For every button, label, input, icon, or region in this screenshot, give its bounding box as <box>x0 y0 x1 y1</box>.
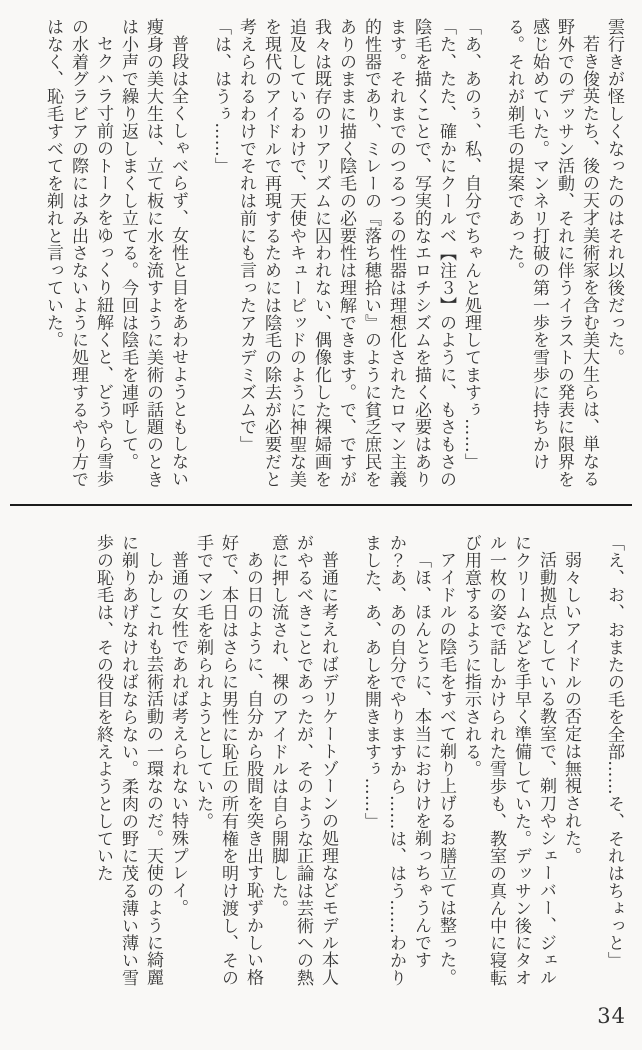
paragraph: 若き俊英たち、後の天才美術家を含む美大生らは、単なる野外でのデッサン活動、それに伴うイラストの発表に限界を感じ始めていた。マンネリ打破の第一歩を雪歩に持ちかける。それが剃毛の提案であった。 <box>504 18 599 488</box>
text-section-top <box>14 18 626 496</box>
paragraph: アイドルの陰毛をすべて剃り上げるお膳立ては整った。 <box>436 551 456 986</box>
paragraph: 「ほ、ほんとうに、本当におけけを剃っちゃうんですか？あ、あの自分でやりますから……は、はう……わかりました、あ、あしを開きますぅ……」 <box>361 534 431 987</box>
page-number: 34 <box>597 1004 626 1028</box>
paragraph: 雲行きが怪しくなったのはそれ以後だった。 <box>604 18 624 366</box>
section-divider <box>10 504 632 506</box>
paragraph: 普通の女性であれば考えられない特殊プレイ。 <box>168 551 188 917</box>
paragraph: 「あ、あのぅ、私、自分でちゃんと処理してますぅ……」 <box>461 18 481 471</box>
text-section-bottom <box>14 534 626 996</box>
paragraph: 「え、お、おまたの毛を全部……そ、それはちょっと」 <box>604 534 624 969</box>
paragraph: 「は、はうぅ……」 <box>211 18 231 175</box>
paragraph: 「た、たた、確かにクールベ【注３】のように、もさもさの陰毛を描くことで、写実的なエロチシズムを描く必要はあります。それまでのつるつるの性器は理想化されたロマン主義的性器であり、ミレーの『落ち穂拾い』のように貧乏庶民をありのままに描く陰毛の必要性は理解できます。で、ですが我々は既存のリアリズムに囚われない、偶像化した裸婦画を追及しているわけで、天使やキューピッドのように神聖な美を現代のアイドルで再現するためには陰毛の除去が必要だと考えられるわけでそれは前にも言ったアカデミズムで」 <box>236 18 456 488</box>
paragraph: しかしこれも芸術活動の一環なのだ。天使のように綺麗に剃りあげなければならない。柔肉の野に茂る薄い薄い雪歩の恥毛は、その役目を終えようとしていた <box>93 534 163 987</box>
paragraph: 弱々しいアイドルの否定は無視された。 <box>561 551 581 865</box>
paragraph: 普段は全くしゃべらず、女性と目をあわせようともしない痩身の美大生は、立て板に水を流すように美術の話題のときは小声で繰り返しまくし立てる。今回は陰毛を連呼して。 <box>118 18 188 488</box>
paragraph: 普通に考えればデリケートゾーンの処理などモデル本人がやるべきことであったが、そのような正論は芸術への熱意に押し流され、裸のアイドルは自ら開脚した。 <box>268 534 338 987</box>
paragraph: セクハラ寸前のトークをゆっくり紐解くと、どうやら雪歩の水着グラビアの際にはみ出さないように処理するやり方ではなく、恥毛すべてを剃れと言っていた。 <box>43 18 113 488</box>
paragraph: あの日のように、自分から股間を突き出す恥ずかしい格好で、本日はさらに男性に恥丘の所有権を明け渡し、その手でマン毛を剃られようとしていた。 <box>193 534 263 987</box>
paragraph: 活動拠点としている教室で、剃刀やシェーバー、ジェルにクリームなどを手早く準備していた。デッサン後にタオル一枚の姿で話しかけられた雪歩も、教室の真ん中に寝転び用意するように指示される。 <box>461 534 556 987</box>
